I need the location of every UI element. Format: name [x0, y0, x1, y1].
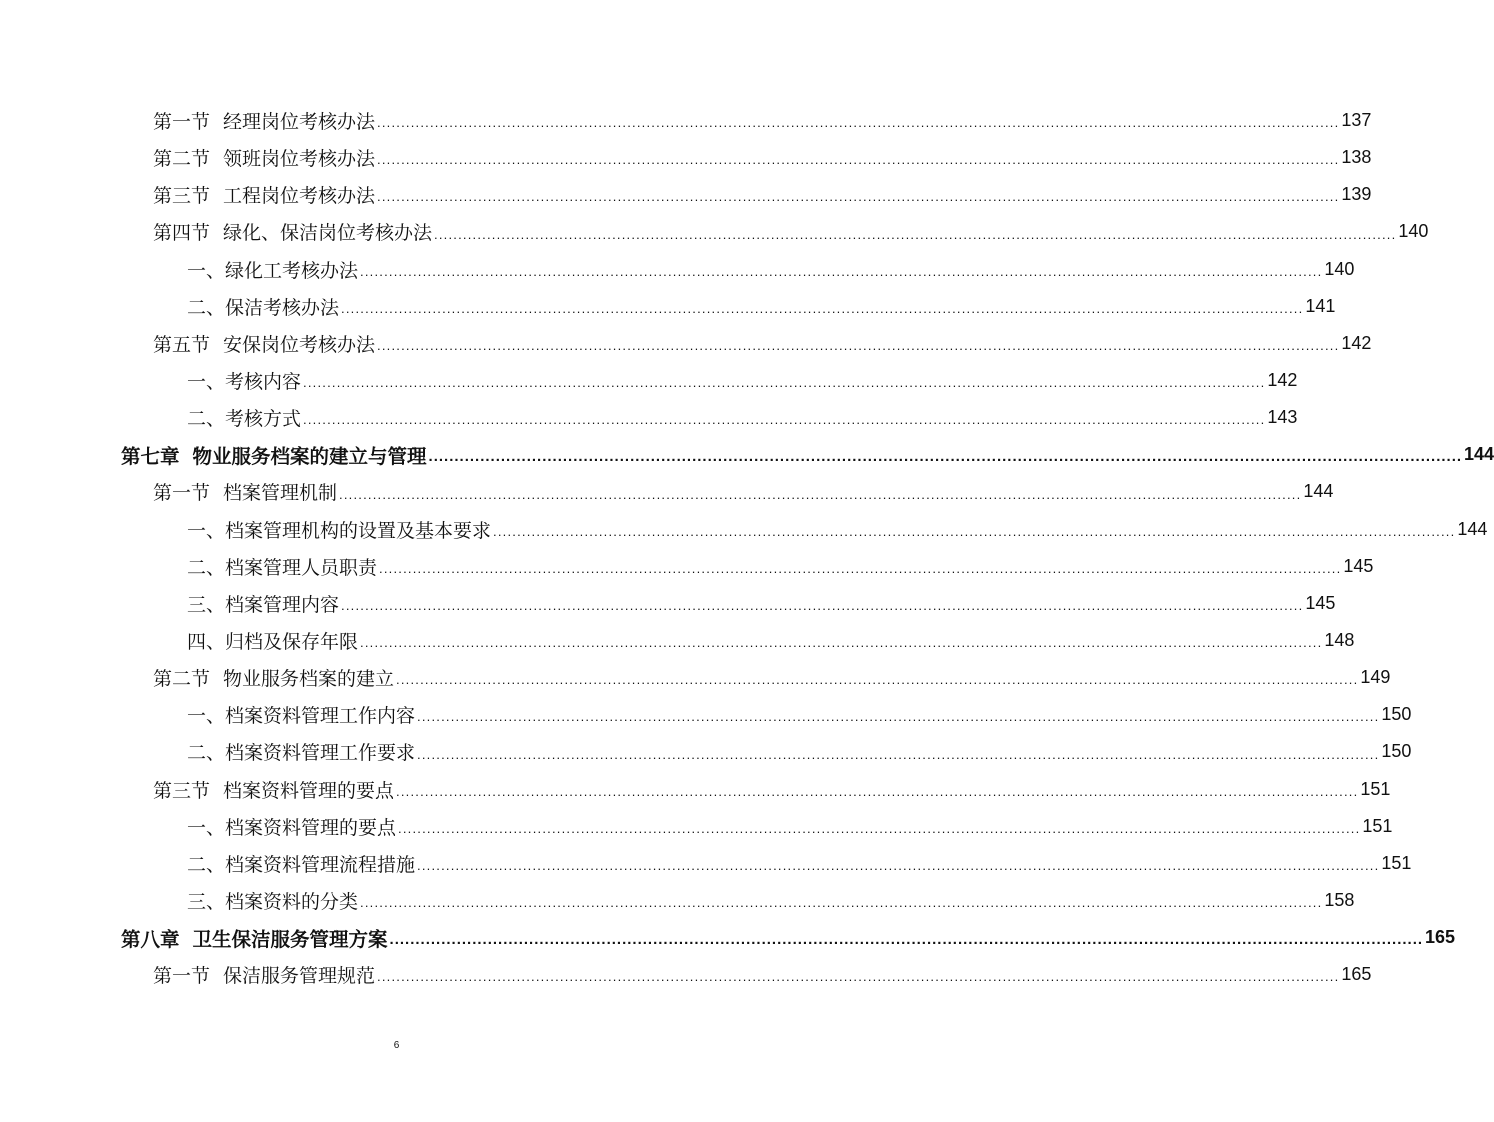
toc-entry-label: 工程岗位考核办法	[223, 185, 376, 208]
dot-leader: ........................................................................................................................................................................................................	[360, 263, 1323, 279]
toc-entry-title	[153, 181, 375, 208]
toc-entry[interactable]	[0, 511, 1488, 548]
dot-leader: ........................................................................................................................................................................................................	[339, 486, 1302, 502]
table-of-contents	[0, 102, 1494, 993]
toc-entry-label: 档案管理机制	[223, 482, 338, 505]
toc-entry-label: 物业服务档案的建立与管理	[192, 444, 427, 468]
toc-entry-number: 第三节	[153, 185, 211, 208]
toc-entry-title	[153, 776, 394, 803]
toc-entry[interactable]	[0, 696, 1412, 733]
toc-entry-number: 第一节	[153, 482, 211, 505]
dot-leader: ........................................................................................................................................................................................................	[417, 857, 1380, 873]
dot-leader: ........................................................................................................................................................................................................	[341, 300, 1304, 316]
toc-entry-number: 第四节	[153, 222, 211, 245]
toc-entry-title	[187, 293, 339, 320]
toc-entry[interactable]	[0, 436, 1494, 473]
toc-entry[interactable]	[0, 251, 1355, 288]
toc-entry-label: 安保岗位考核办法	[223, 333, 376, 356]
toc-entry-label: 二、档案资料管理工作要求	[187, 742, 416, 765]
toc-entry[interactable]	[0, 808, 1393, 845]
dot-leader: ........................................................................................................................................................................................................	[377, 337, 1340, 353]
toc-entry-page: 140	[1398, 221, 1429, 242]
toc-entry[interactable]	[0, 956, 1372, 993]
toc-entry-number: 第二节	[153, 148, 211, 171]
dot-leader: ........................................................................................................................................................................................................	[360, 635, 1323, 651]
dot-leader: ........................................................................................................................................................................................................	[428, 448, 1463, 466]
toc-entry-title	[187, 701, 415, 728]
toc-entry[interactable]	[0, 325, 1372, 362]
toc-entry-page: 137	[1341, 110, 1372, 131]
toc-entry-title	[187, 404, 301, 431]
toc-entry-title	[187, 256, 358, 283]
dot-leader: ........................................................................................................................................................................................................	[303, 375, 1266, 391]
toc-entry-title	[187, 367, 301, 394]
toc-entry-number: 第一节	[153, 111, 211, 134]
toc-entry-label: 二、考核方式	[187, 408, 302, 431]
toc-entry-title	[187, 738, 415, 765]
toc-entry-page: 138	[1341, 147, 1372, 168]
toc-entry-title	[153, 961, 375, 988]
toc-entry-page: 142	[1267, 370, 1298, 391]
toc-entry[interactable]	[0, 919, 1456, 956]
toc-entry-label: 一、考核内容	[187, 371, 302, 394]
toc-entry-label: 二、保洁考核办法	[187, 296, 340, 319]
toc-entry-title	[153, 478, 337, 505]
toc-entry[interactable]	[0, 473, 1334, 510]
toc-entry-label: 四、归档及保存年限	[187, 631, 359, 654]
toc-entry-page: 151	[1381, 852, 1412, 873]
toc-entry-number: 第三节	[153, 779, 211, 802]
toc-entry-title	[187, 516, 491, 543]
toc-entry-label: 物业服务档案的建立	[223, 668, 395, 691]
toc-entry-label: 保洁服务管理规范	[223, 965, 376, 988]
toc-entry[interactable]	[0, 213, 1429, 250]
dot-leader: ........................................................................................................................................................................................................	[341, 597, 1304, 613]
dot-leader: ........................................................................................................................................................................................................	[377, 189, 1340, 205]
toc-entry-title	[187, 553, 377, 580]
toc-entry-title	[121, 924, 388, 952]
dot-leader: ........................................................................................................................................................................................................	[303, 412, 1266, 428]
toc-entry-page: 151	[1360, 778, 1391, 799]
toc-entry[interactable]	[0, 771, 1391, 808]
toc-entry[interactable]	[0, 585, 1336, 622]
toc-entry[interactable]	[0, 399, 1298, 436]
toc-entry[interactable]	[0, 139, 1372, 176]
toc-entry[interactable]	[0, 622, 1355, 659]
toc-entry-page: 149	[1360, 667, 1391, 688]
toc-entry-label: 卫生保洁服务管理方案	[192, 927, 388, 951]
toc-entry-label: 绿化、保洁岗位考核办法	[223, 222, 433, 245]
toc-entry-page: 165	[1341, 964, 1372, 985]
dot-leader: ........................................................................................................................................................................................................	[360, 895, 1323, 911]
toc-entry-label: 三、档案管理内容	[187, 593, 340, 616]
dot-leader: ........................................................................................................................................................................................................	[379, 560, 1342, 576]
toc-entry-label: 三、档案资料的分类	[187, 891, 359, 914]
toc-entry-page: 140	[1324, 258, 1355, 279]
toc-entry-label: 一、档案管理机构的设置及基本要求	[187, 519, 492, 542]
toc-entry-number: 第二节	[153, 668, 211, 691]
toc-entry-title	[187, 813, 396, 840]
toc-entry-page: 145	[1305, 592, 1336, 613]
toc-entry[interactable]	[0, 845, 1412, 882]
toc-entry-title	[153, 107, 375, 134]
toc-entry-label: 二、档案资料管理流程措施	[187, 853, 416, 876]
toc-entry-page: 141	[1305, 295, 1336, 316]
toc-entry-page: 150	[1381, 704, 1412, 725]
toc-entry-page: 165	[1425, 927, 1456, 948]
toc-entry-number: 第一节	[153, 965, 211, 988]
dot-leader: ........................................................................................................................................................................................................	[389, 931, 1424, 949]
toc-entry-page: 144	[1464, 444, 1494, 465]
toc-entry-page: 150	[1381, 741, 1412, 762]
toc-entry-page: 139	[1341, 184, 1372, 205]
toc-entry-label: 档案资料管理的要点	[223, 779, 395, 802]
dot-leader: ........................................................................................................................................................................................................	[493, 523, 1456, 539]
toc-entry-title	[121, 441, 427, 469]
dot-leader: ........................................................................................................................................................................................................	[377, 115, 1340, 131]
dot-leader: ........................................................................................................................................................................................................	[417, 746, 1380, 762]
toc-entry[interactable]	[0, 288, 1336, 325]
toc-entry-label: 二、档案管理人员职责	[187, 556, 378, 579]
toc-entry-page: 144	[1303, 481, 1334, 502]
toc-entry[interactable]	[0, 548, 1374, 585]
toc-entry[interactable]	[0, 733, 1412, 770]
dot-leader: ........................................................................................................................................................................................................	[396, 783, 1359, 799]
toc-entry-label: 一、档案资料管理的要点	[187, 816, 397, 839]
toc-entry-label: 领班岗位考核办法	[223, 148, 376, 171]
toc-entry-label: 经理岗位考核办法	[223, 111, 376, 134]
toc-entry-title	[153, 664, 394, 691]
toc-entry-title	[187, 887, 358, 914]
toc-entry-title	[153, 330, 375, 357]
toc-entry-title	[187, 850, 415, 877]
toc-entry-title	[153, 144, 375, 171]
toc-entry-title	[153, 218, 432, 245]
toc-entry-page: 144	[1457, 518, 1488, 539]
dot-leader: ........................................................................................................................................................................................................	[377, 152, 1340, 168]
toc-entry-page: 145	[1343, 555, 1374, 576]
toc-entry-page: 142	[1341, 332, 1372, 353]
toc-entry[interactable]	[0, 102, 1372, 139]
toc-entry-page: 143	[1267, 407, 1298, 428]
dot-leader: ........................................................................................................................................................................................................	[417, 709, 1380, 725]
dot-leader: ........................................................................................................................................................................................................	[398, 820, 1361, 836]
toc-entry-label: 一、绿化工考核办法	[187, 259, 359, 282]
toc-entry[interactable]	[0, 362, 1298, 399]
toc-entry-label: 一、档案资料管理工作内容	[187, 705, 416, 728]
dot-leader: ........................................................................................................................................................................................................	[377, 969, 1340, 985]
toc-entry-title	[187, 590, 339, 617]
toc-entry-page: 151	[1362, 815, 1393, 836]
toc-entry-number: 第五节	[153, 333, 211, 356]
toc-entry-page: 148	[1324, 630, 1355, 651]
toc-entry[interactable]	[0, 176, 1372, 213]
toc-entry-title	[187, 627, 358, 654]
page-number: 6	[393, 1040, 400, 1051]
toc-entry-page: 158	[1324, 890, 1355, 911]
toc-entry[interactable]	[0, 882, 1355, 919]
toc-entry-number: 第八章	[121, 927, 180, 951]
dot-leader: ........................................................................................................................................................................................................	[396, 672, 1359, 688]
toc-entry[interactable]	[0, 659, 1391, 696]
dot-leader: ........................................................................................................................................................................................................	[434, 226, 1397, 242]
toc-entry-number: 第七章	[121, 444, 180, 468]
